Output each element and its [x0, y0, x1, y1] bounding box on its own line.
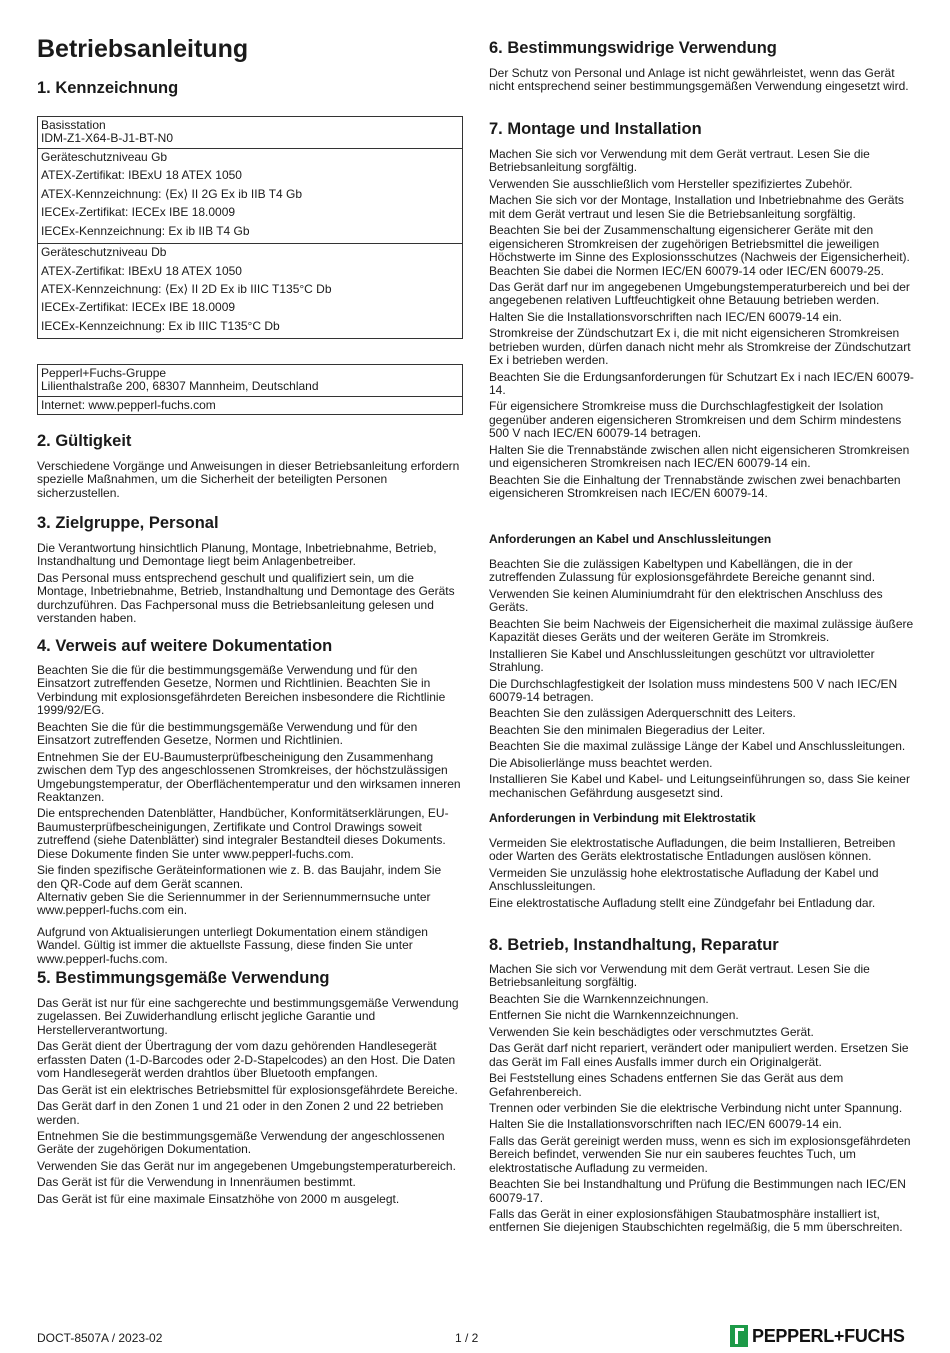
company-internet: Internet: www.pepperl-fuchs.com	[41, 397, 216, 412]
paragraph: Das Gerät ist nur für eine sachgerechte und bestimmungsgemäße Verwendung zugelassen. Bei Zuwiderhandlung erlischt jegliche Garantie und Herstellerverantwortung.	[37, 996, 459, 1037]
paragraph: Trennen oder verbinden Sie die elektrische Verbindung nicht unter Spannung.	[489, 1100, 903, 1115]
paragraph: Das Gerät darf nur im angegebenen Umgebungstemperaturbereich und bei der angegebenen relativen Luftfeuchtigkeit ohne Betauung betrieben werden.	[489, 279, 910, 308]
paragraph: Machen Sie sich vor Verwendung mit dem Gerät vertraut. Lesen Sie die Betriebsanleitung sorgfältig.	[489, 962, 870, 990]
paragraph: Beachten Sie die Einhaltung der Trennabstände zwischen zwei benachbarten eigensicheren Stromkreisen nach IEC/EN 60079-14.	[489, 472, 901, 501]
paragraph: Entnehmen Sie der EU-Baumusterprüfbescheinigung den Zusammenhang zwischen dem Typ des angeschlossenen Stromkreises, der höchstzulässigen Umgebungstemperatur, der Oberflächentemperatur und den wirksamen inneren Reaktanzen.	[37, 749, 461, 804]
section-4-heading: 4. Verweis auf weitere Dokumentation	[37, 637, 333, 655]
paragraph: Das Personal muss entsprechend geschult und qualifiziert sein, um die Montage, Inbetriebnahme, Betrieb, Instandhaltung und Demontage des Geräts durchzuführen. Das Fachpersonal muss die Betriebsanleitung gelesen und verstanden haben.	[37, 570, 455, 626]
paragraph: Beachten Sie die zulässigen Kabeltypen und Kabellängen, die in der zutreffenden Zulassung für explosionsgefährdete Bereiche genannt sind.	[489, 557, 876, 585]
electrostatics-heading: Anforderungen in Verbindung mit Elektrostatik	[489, 811, 756, 825]
paragraph: Machen Sie sich vor der Montage, Installation und Inbetriebnahme des Geräts mit dem Gerät vertraut und lesen Sie die Betriebsanleitung sorgfältig.	[489, 193, 904, 221]
paragraph: Bei Feststellung eines Schadens entfernen Sie das Gerät aus dem Gefahrenbereich.	[489, 1071, 844, 1099]
paragraph: Installieren Sie Kabel und Anschlussleitungen geschützt vor ultravioletter Strahlung.	[489, 646, 875, 675]
section-7-heading: 7. Montage und Installation	[489, 120, 702, 138]
paragraph: Verwenden Sie keinen Aluminiumdraht für den elektrischen Anschluss des Geräts.	[489, 586, 883, 615]
section-3-heading: 3. Zielgruppe, Personal	[37, 514, 219, 532]
paragraph: Beachten Sie die Warnkennzeichnungen.	[489, 991, 709, 1006]
paragraph: Stromkreise der Zündschutzart Ex i, die mit nicht eigensicheren Stromkreisen betrieben wurden, dürfen danach nicht mehr als Stromkreise der Zündschutzart Ex i betrieben werden.	[489, 326, 911, 368]
section-3-body	[37, 542, 463, 629]
section-2-heading: 2. Gültigkeit	[37, 432, 132, 450]
company-box	[37, 364, 463, 415]
section-4-body	[37, 664, 463, 969]
paragraph: Vermeiden Sie unzulässig hohe elektrostatische Aufladung der Kabel und Anschlussleitungen.	[489, 865, 879, 894]
section-5-heading: 5. Bestimmungsgemäße Verwendung	[37, 969, 330, 987]
paragraph: Die Durchschlagfestigkeit der Isolation muss mindestens 500 V nach IEC/EN 60079-14 betragen.	[489, 676, 898, 704]
page-number: 1 / 2	[455, 1331, 479, 1345]
document-title: Betriebsanleitung	[37, 35, 249, 63]
paragraph: Beachten Sie den minimalen Biegeradius der Leiter.	[489, 722, 766, 737]
paragraph: Das Gerät dient der Übertragung der vom dazu gehörenden Handlesegerät erfassten Daten (1-D-Barcodes oder 2-D-Stapelcodes) an den Host. Die Daten vom Handlesegerät werden drahtlos über Bluetooth empfangen.	[37, 1039, 456, 1081]
brand-name: PEPPERL+FUCHS	[752, 1325, 905, 1346]
paragraph: Das Gerät ist für eine maximale Einsatzhöhe von 2000 m ausgelegt.	[37, 1191, 400, 1206]
gb-line: ATEX-Kennzeichnung: ⟨Ex⟩ II 2G Ex ib IIB T4 Gb	[41, 186, 303, 201]
paragraph: Das Gerät darf nicht repariert, verändert oder manipuliert werden. Ersetzen Sie das Gerät im Fall eines Ausfalls immer durch ein Originalgerät.	[489, 1041, 909, 1069]
db-cell	[38, 244, 462, 338]
paragraph: Beachten Sie die für die bestimmungsgemäße Verwendung und für den Einsatzort zutreffenden Gesetze, Normen und Richtlinien.	[37, 719, 418, 748]
section-5-body	[37, 997, 463, 1209]
internet-cell	[38, 397, 462, 414]
paragraph: Beachten Sie den zulässigen Aderquerschnitt des Leiters.	[489, 706, 796, 721]
paragraph: Die Abisolierlänge muss beachtet werden.	[489, 755, 713, 770]
db-line: ATEX-Zertifikat: IBExU 18 ATEX 1050	[41, 263, 242, 278]
paragraph: Entnehmen Sie die bestimmungsgemäße Verwendung der angeschlossenen Geräte der zugehörigen Dokumentation.	[37, 1128, 445, 1157]
section-7-body	[489, 148, 915, 504]
product-label: Basisstation	[41, 118, 106, 132]
company-address: Lilienthalstraße 200, 68307 Mannheim, Deutschland	[41, 379, 319, 394]
paragraph: Falls das Gerät in einer explosionsfähigen Staubatmosphäre installiert ist, entfernen Sie diejenigen Staubschichten regelmäßig, die 5 mm überschreiten.	[489, 1207, 903, 1235]
section-6-heading: 6. Bestimmungswidrige Verwendung	[489, 39, 777, 57]
db-line: IECEx-Zertifikat: IECEx IBE 18.0009	[41, 300, 236, 315]
paragraph: Beachten Sie beim Nachweis der Eigensicherheit die maximal zulässige äußere Kapazität dieses Geräts und der weiteren Geräte im Stromkreis.	[489, 616, 914, 645]
gb-line: IECEx-Kennzeichnung: Ex ib IIB T4 Gb	[41, 223, 250, 238]
marking-box	[37, 116, 463, 339]
electrostatics-body	[489, 837, 915, 913]
db-line: ATEX-Kennzeichnung: ⟨Ex⟩ II 2D Ex ib IIIC T135°C Db	[41, 281, 332, 296]
paragraph: Verschiedene Vorgänge und Anweisungen in dieser Betriebsanleitung erfordern spezielle Maßnahmen, um die Sicherheit der beteiligten Personen sicherzustellen.	[37, 459, 460, 500]
section-1-heading: 1. Kennzeichnung	[37, 79, 179, 97]
paragraph: Verwenden Sie ausschließlich vom Hersteller spezifiziertes Zubehör.	[489, 176, 853, 191]
paragraph: Beachten Sie bei der Zusammenschaltung eigensicherer Geräte mit den eigensicheren Stromkreisen der zugehörigen Betriebsmittel die jeweiligen Höchstwerte im Sinne des Explosionsschutzes (Nachweis der Eigensicherheit). Beachten Sie dabei die Normen IEC/EN 60079-14 oder IEC/EN 60079-25.	[489, 223, 910, 278]
paragraph: Sie finden spezifische Geräteinformationen wie z. B. das Baujahr, indem Sie den QR-Code auf dem Gerät scannen. Alternativ geben Sie die Seriennummer in der Seriennummernsuche unter www.pepperl-fuchs.com ein.	[37, 863, 442, 918]
paragraph: Die entsprechenden Datenblätter, Handbücher, Konformitätserklärungen, EU-Baumusterprüfbescheinigungen, Zertifikate und Control Drawings soweit zutreffend (siehe Datenblätter) sind integraler Bestandteil dieses Dokuments. Diese Dokumente finden Sie unter www.pepperl-fuchs.com.	[37, 806, 449, 861]
paragraph: Halten Sie die Installationsvorschriften nach IEC/EN 60079-14 ein.	[489, 1117, 842, 1132]
company-cell	[38, 365, 462, 397]
paragraph: Verwenden Sie das Gerät nur im angegebenen Umgebungstemperaturbereich.	[37, 1158, 456, 1173]
paragraph: Für eigensichere Stromkreise muss die Durchschlagfestigkeit der Isolation gegenüber anderen eigensicheren Stromkreisen und dem Schirm mindestens 500 V nach IEC/EN 60079-14 betragen.	[489, 399, 902, 441]
product-cell	[38, 117, 462, 149]
paragraph: Installieren Sie Kabel und Kabel- und Leitungseinführungen so, dass Sie keiner mechanischen Gefährdung ausgesetzt sind.	[489, 772, 910, 800]
paragraph: Entfernen Sie nicht die Warnkennzeichnungen.	[489, 1008, 739, 1023]
gb-cell	[38, 149, 462, 244]
gb-title: Geräteschutzniveau Gb	[41, 149, 168, 164]
paragraph: Eine elektrostatische Aufladung stellt eine Zündgefahr bei Entladung dar.	[489, 895, 876, 910]
paragraph: Beachten Sie die maximal zulässige Länge der Kabel und Anschlussleitungen.	[489, 739, 906, 754]
document-code: DOCT-8507A / 2023-02	[37, 1331, 163, 1345]
paragraph: Das Gerät darf in den Zonen 1 und 21 oder in den Zonen 2 und 22 betrieben werden.	[37, 1099, 444, 1127]
paragraph: Das Gerät ist für die Verwendung in Innenräumen bestimmt.	[37, 1175, 356, 1190]
paragraph: Vermeiden Sie elektrostatische Aufladungen, die beim Installieren, Betreiben oder Warten des Geräts elektrostatische Entladungen auslösen können.	[489, 836, 896, 864]
db-title: Geräteschutzniveau Db	[41, 245, 167, 260]
section-8-body	[489, 963, 915, 1238]
paragraph: Beachten Sie die Erdungsanforderungen für Schutzart Ex i nach IEC/EN 60079-14.	[489, 369, 914, 397]
paragraph: Halten Sie die Trennabstände zwischen allen nicht eigensicheren Stromkreisen und eigensicheren Stromkreisen nach IEC/EN 60079-14 ein.	[489, 442, 910, 471]
paragraph: Beachten Sie bei Instandhaltung und Prüfung die Bestimmungen nach IEC/EN 60079-17.	[489, 1177, 906, 1205]
section-8-heading: 8. Betrieb, Instandhaltung, Reparatur	[489, 936, 779, 954]
paragraph: Falls das Gerät gereinigt werden muss, wenn es sich im explosionsgefährdeten Bereich befindet, verwenden Sie nur ein sauberes feuchtes Tuch, um elektrostatische Aufladung zu vermeiden.	[489, 1133, 911, 1175]
section-6-body	[489, 67, 915, 97]
paragraph: Aufgrund von Aktualisierungen unterliegt Dokumentation einem ständigen Wandel. Gültig ist immer die aktuellste Fassung, diese finden Sie unter www.pepperl-fuchs.com.	[37, 924, 428, 966]
gb-line: IECEx-Zertifikat: IECEx IBE 18.0009	[41, 205, 236, 220]
paragraph: Machen Sie sich vor Verwendung mit dem Gerät vertraut. Lesen Sie die Betriebsanleitung sorgfältig.	[489, 147, 870, 175]
paragraph: Die Verantwortung hinsichtlich Planung, Montage, Inbetriebnahme, Betrieb, Instandhaltung und Demontage liegt beim Anlagenbetreiber.	[37, 541, 437, 569]
brand-logo-icon	[730, 1325, 748, 1347]
section-2-body	[37, 460, 463, 503]
paragraph: Verwenden Sie kein beschädigtes oder verschmutztes Gerät.	[489, 1024, 814, 1039]
product-code: IDM-Z1-X64-B-J1-BT-N0	[41, 131, 174, 146]
paragraph: Das Gerät ist ein elektrisches Betriebsmittel für explosionsgefährdete Bereiche.	[37, 1082, 458, 1097]
brand-logo	[730, 1324, 905, 1348]
company-name: Pepperl+Fuchs-Gruppe	[41, 366, 167, 380]
cable-requirements-heading: Anforderungen an Kabel und Anschlussleitungen	[489, 532, 772, 546]
paragraph: Halten Sie die Installationsvorschriften nach IEC/EN 60079-14 ein.	[489, 309, 842, 324]
cable-requirements-body	[489, 558, 915, 803]
db-line: IECEx-Kennzeichnung: Ex ib IIIC T135°C Db	[41, 318, 280, 333]
paragraph: Der Schutz von Personal und Anlage ist nicht gewährleistet, wenn das Gerät nicht entsprechend seiner bestimmungsgemäßen Verwendung eingesetzt wird.	[489, 66, 909, 94]
paragraph: Beachten Sie die für die bestimmungsgemäße Verwendung und für den Einsatzort zutreffenden Gesetze, Normen und Richtlinien. Beachten Sie in Verbindung mit explosionsgefährdeten Bereichen insbesondere die Richtlinie 1999/92/EG.	[37, 663, 446, 718]
gb-line: ATEX-Zertifikat: IBExU 18 ATEX 1050	[41, 168, 242, 183]
